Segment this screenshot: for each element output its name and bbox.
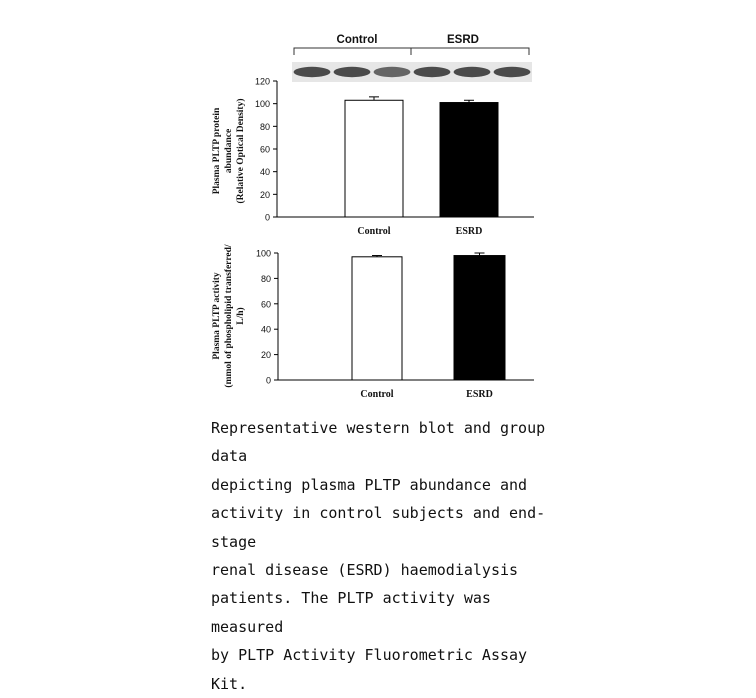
western-blot-bands <box>292 62 532 82</box>
blot-band <box>414 67 451 77</box>
y-tick-label: 0 <box>265 375 271 386</box>
bar-control <box>345 100 403 217</box>
blot-group-label-esrd: ESRD <box>447 34 479 46</box>
blot-header <box>294 34 529 55</box>
y-axis-label <box>212 98 246 203</box>
blot-band <box>494 67 531 77</box>
bar-esrd <box>440 103 498 217</box>
y-axis-label-line-3: (Relative Optical Density) <box>236 98 246 204</box>
y-tick-label: 40 <box>260 324 271 335</box>
y-tick-label: 100 <box>255 248 271 259</box>
bar-esrd <box>454 256 505 380</box>
chart-2-plot <box>256 249 534 401</box>
chart-protein-abundance <box>212 77 534 238</box>
y-tick-label: 0 <box>264 212 270 223</box>
y-tick-label: 120 <box>254 76 270 87</box>
chart-1-plot <box>255 77 534 238</box>
bar-control <box>352 257 402 380</box>
y-axis-label <box>212 244 246 387</box>
y-tick-label: 80 <box>260 273 271 284</box>
x-category-label-control: Control <box>357 226 391 237</box>
y-tick-label: 60 <box>260 299 271 310</box>
chart-activity <box>212 244 534 400</box>
y-tick-label: 80 <box>259 121 270 132</box>
blot-band <box>294 67 331 77</box>
blot-band <box>454 67 491 77</box>
y-tick-label: 60 <box>259 144 270 155</box>
y-tick-label: 20 <box>259 189 270 200</box>
y-axis-label-line-1: Plasma PLTP activity <box>212 272 222 360</box>
y-axis-label-line-1: Plasma PLTP protein <box>212 107 222 195</box>
x-category-label-esrd: ESRD <box>455 226 483 237</box>
y-axis-label-line-3: L/h) <box>236 307 246 325</box>
y-tick-label: 20 <box>260 350 271 361</box>
blot-band <box>374 67 411 77</box>
y-axis-label-line-2: abundance <box>224 128 234 174</box>
y-tick-label: 100 <box>254 99 270 110</box>
x-category-label-control: Control <box>360 389 394 400</box>
y-axis-label-line-2: (mmol of phospholipid transferred/ <box>224 244 234 388</box>
y-tick-label: 40 <box>259 167 270 178</box>
figure-caption: Representative western blot and group data depicting plasma PLTP abundance and activity in control subjects and end-stage renal disease (ESRD) haemodialysis patients. The PLTP activity was measured by PLTP Activity Fluorometric Assay Kit. <box>211 419 546 693</box>
blot-group-label-control: Control <box>336 34 378 46</box>
blot-band <box>334 67 371 77</box>
x-category-label-esrd: ESRD <box>466 389 493 400</box>
